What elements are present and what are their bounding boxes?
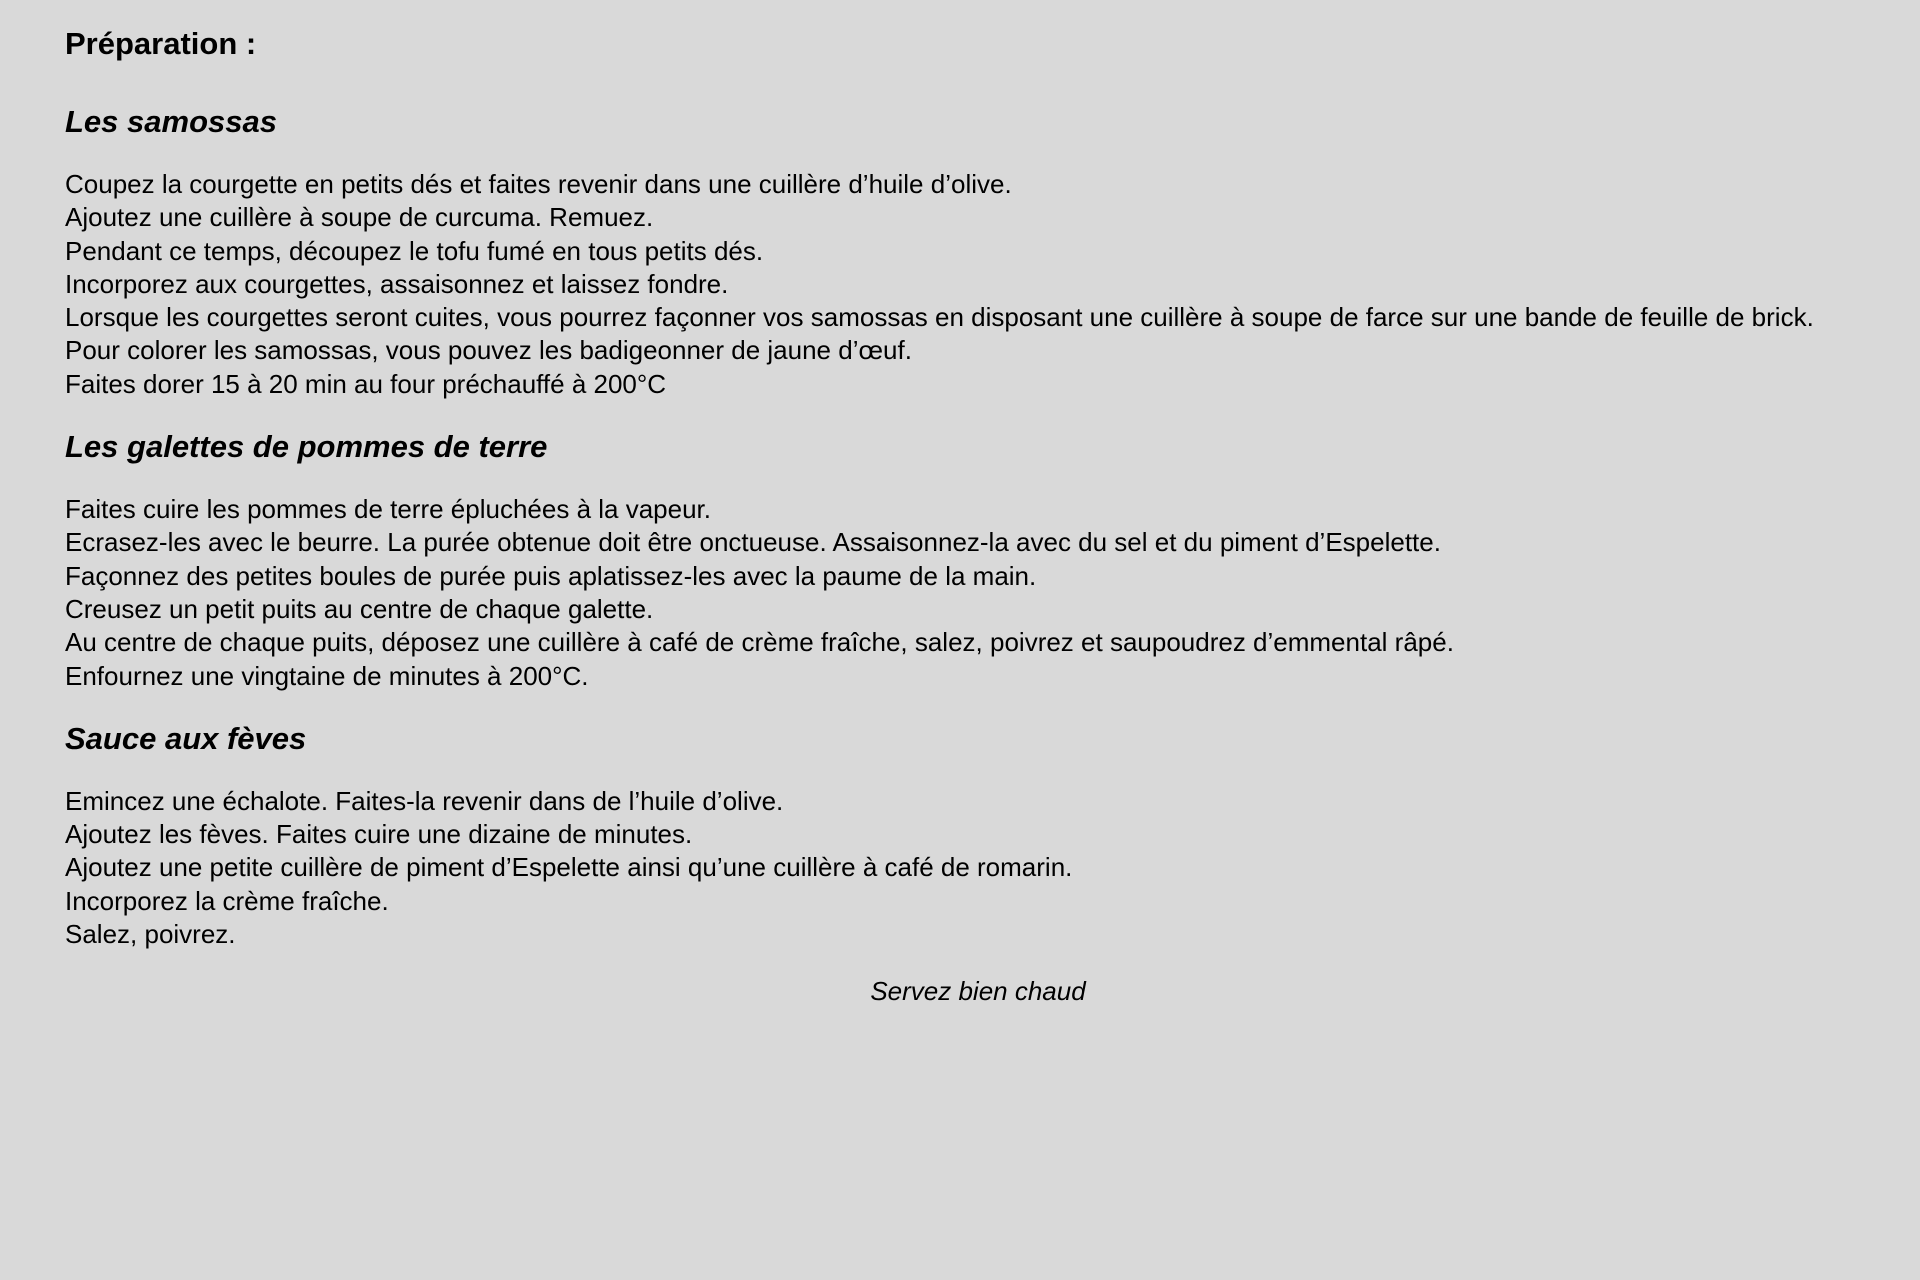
steps-list-galettes bbox=[65, 493, 1891, 693]
step-galettes-2: Ecrasez-les avec le beurre. La purée obtenue doit être onctueuse. Assaisonnez-la avec du sel et du piment d’Espelette. bbox=[65, 527, 1441, 558]
section-galettes bbox=[65, 425, 1891, 693]
step-samossas-1: Coupez la courgette en petits dés et faites revenir dans une cuillère d’huile d’olive. bbox=[65, 169, 1012, 199]
section-sauce bbox=[65, 717, 1891, 951]
step-galettes-6: Enfournez une vingtaine de minutes à 200°C. bbox=[65, 660, 589, 691]
steps-list-sauce bbox=[65, 785, 1891, 951]
step-sauce-3: Ajoutez une petite cuillère de piment d’Espelette ainsi qu’une cuillère à café de romarin. bbox=[65, 852, 1073, 883]
steps-list-samossas bbox=[65, 168, 1891, 401]
step-sauce-4: Incorporez la crème fraîche. bbox=[65, 885, 389, 916]
step-sauce-1: Emincez une échalote. Faites-la revenir dans de l’huile d’olive. bbox=[65, 785, 784, 816]
step-galettes-3: Façonnez des petites boules de purée puis aplatissez-les avec la paume de la main. bbox=[65, 560, 1037, 591]
step-samossas-2: Ajoutez une cuillère à soupe de curcuma. Remuez. bbox=[65, 202, 654, 233]
step-galettes-4: Creusez un petit puits au centre de chaque galette. bbox=[65, 593, 654, 624]
step-samossas-5: Lorsque les courgettes seront cuites, vous pourrez façonner vos samossas en disposant une cuillère à soupe de farce sur une bande de feuille de brick. bbox=[65, 302, 1814, 333]
page-title: Préparation : bbox=[65, 26, 257, 61]
section-samossas bbox=[65, 100, 1891, 401]
closing-note: Servez bien chaud bbox=[870, 976, 1086, 1007]
section-heading-samossas: Les samossas bbox=[65, 104, 277, 139]
step-sauce-5: Salez, poivrez. bbox=[65, 919, 236, 950]
section-heading-sauce: Sauce aux fèves bbox=[65, 720, 307, 756]
step-samossas-4: Incorporez aux courgettes, assaisonnez et laissez fondre. bbox=[65, 268, 729, 299]
section-heading-galettes: Les galettes de pommes de terre bbox=[65, 429, 548, 465]
step-samossas-3: Pendant ce temps, découpez le tofu fumé en tous petits dés. bbox=[65, 235, 764, 266]
step-galettes-1: Faites cuire les pommes de terre épluchées à la vapeur. bbox=[65, 494, 712, 525]
step-galettes-5: Au centre de chaque puits, déposez une cuillère à café de crème fraîche, salez, poivrez et saupoudrez d’emmental râpé. bbox=[65, 627, 1454, 658]
step-sauce-2: Ajoutez les fèves. Faites cuire une dizaine de minutes. bbox=[65, 819, 693, 850]
step-samossas-6: Pour colorer les samossas, vous pouvez les badigeonner de jaune d’œuf. bbox=[65, 335, 912, 366]
step-samossas-7: Faites dorer 15 à 20 min au four préchauffé à 200°C bbox=[65, 368, 667, 399]
